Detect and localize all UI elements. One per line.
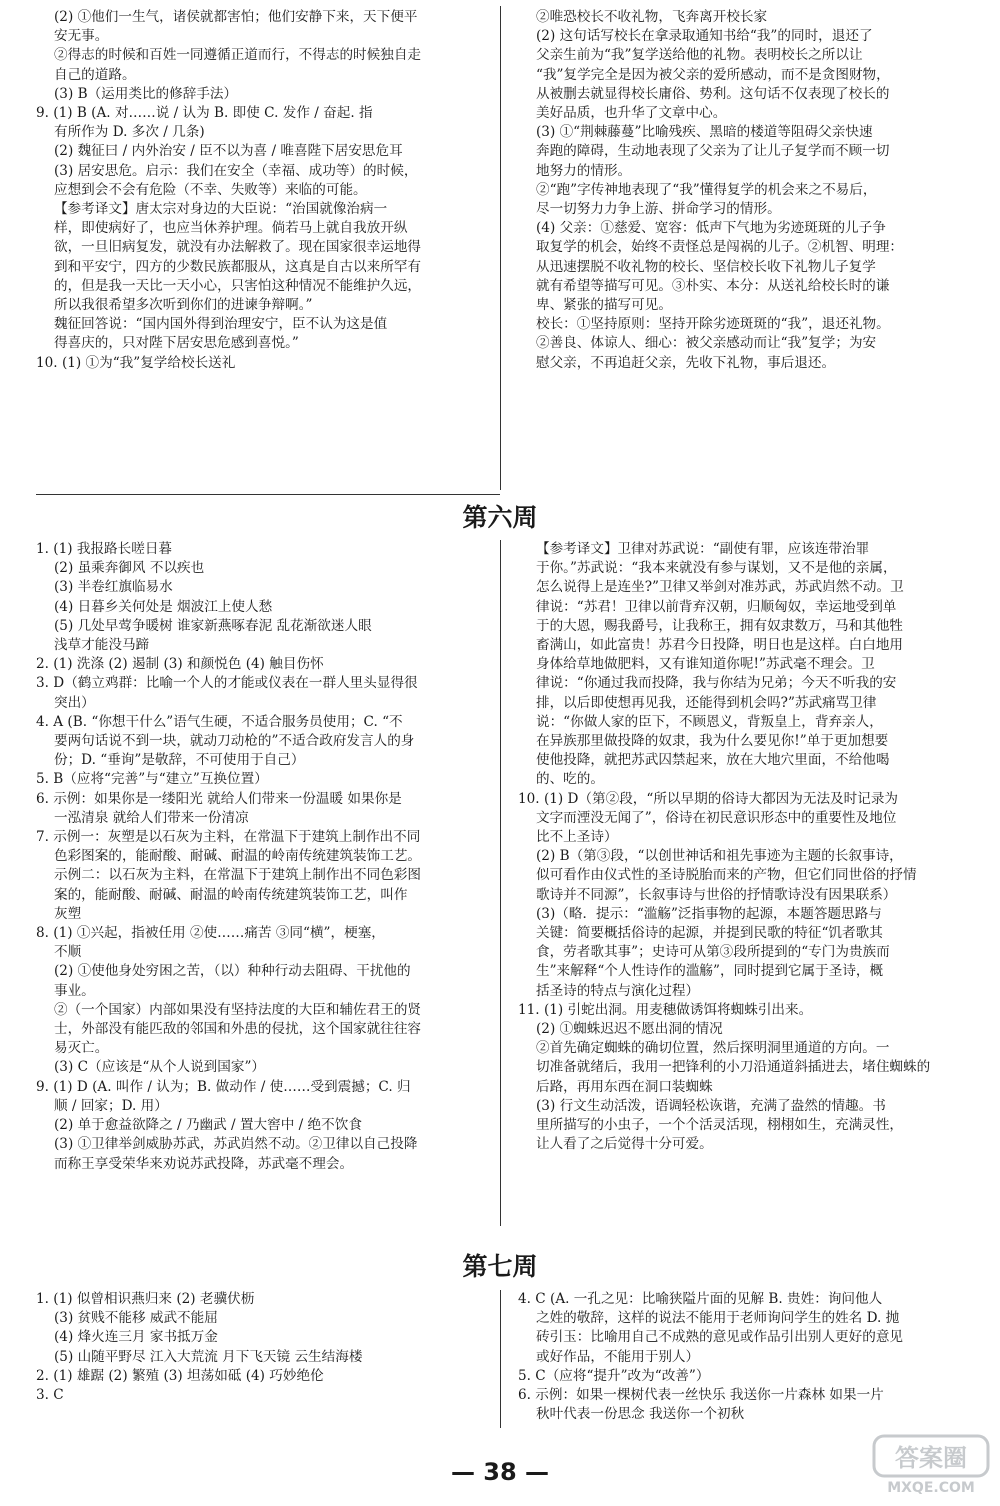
text-line: 安无事。 bbox=[54, 28, 109, 45]
text-line: 案的，能耐酸、耐碱、耐温的岭南传统建筑装饰工艺，叫作 bbox=[54, 886, 408, 903]
week6-right-column bbox=[518, 540, 978, 1155]
text-line: 怎么说得上是连坐?”卫律又举剑对准苏武，苏武岿然不动。卫 bbox=[536, 579, 904, 596]
text-line: 顺 / 回家；D. 用） bbox=[54, 1097, 168, 1114]
section-rule bbox=[36, 494, 500, 495]
text-line: (3) C（应该是“从个人说到国家”） bbox=[54, 1059, 266, 1076]
text-line: 6. 示例：如果一棵树代表一丝快乐 我送你一片森林 如果一片 bbox=[518, 1387, 884, 1404]
week5-left-column bbox=[36, 8, 492, 373]
text-line: 突出） bbox=[54, 694, 95, 711]
text-line: 1. (1) 我报路长嗟日暮 bbox=[36, 541, 173, 557]
text-line: 奔跑的障碍，生动地表现了父亲为了让儿子复学而不顾一切 bbox=[536, 143, 890, 160]
text-line: ②（一个国家）内部如果没有坚持法度的大臣和辅佐君王的贤 bbox=[54, 1001, 422, 1018]
text-line: (2) 单于愈益欲降之 / 乃幽武 / 置大窖中 / 绝不饮食 bbox=[54, 1117, 362, 1134]
text-line: (3) 行文生动活泼，语调轻松诙谐，充满了盎然的情趣。书 bbox=[536, 1097, 886, 1114]
text-line: 7. 示例一：灰塑是以石灰为主料，在常温下于建筑上制作出不同 bbox=[36, 829, 421, 846]
text-line: 切准备就绪后，我用一把锋利的小刀沿通道斜插进去，堵住蜘蛛的 bbox=[536, 1059, 931, 1076]
text-line: 4. C (A. 一孔之见：比喻狭隘片面的见解 B. 贵姓：询问他人 bbox=[518, 1291, 883, 1307]
text-line: 到和平安宁，四方的少数民族都服从，这真是自古以来所罕有 bbox=[54, 258, 422, 275]
text-line: 使他投降，就把苏武囚禁起来，放在大地穴里面，不给他喝 bbox=[536, 752, 890, 769]
text-line: 应想到会不会有危险（不幸、失败等）来临的可能。 bbox=[54, 181, 367, 198]
text-line: 生”来解释“个人性诗作的滥觞”，同时提到它属于圣诗，概 bbox=[536, 963, 884, 980]
column-divider bbox=[500, 6, 501, 490]
text-line: 10. (1) D（第②段，“所以早期的俗诗大都因为无法及时记录为 bbox=[518, 790, 899, 807]
text-line: 6. 示例：如果你是一缕阳光 就给人们带来一份温暖 如果你是 bbox=[36, 790, 402, 807]
text-line: 而称王享受荣华来劝说苏武投降，苏武毫不理会。 bbox=[54, 1155, 354, 1172]
text-line: (3) ①卫律举剑威胁苏武，苏武岿然不动。②卫律以自己投降 bbox=[54, 1136, 418, 1153]
section-heading-week6: 第六周 bbox=[462, 503, 538, 532]
text-line: 【参考译文】卫律对苏武说：“副使有罪，应该连带治罪 bbox=[536, 541, 870, 557]
text-line: 歌诗并不同源”，长叙事诗与世俗的抒情歌诗没有因果联系） bbox=[536, 886, 897, 903]
text-line: 尽一切努力力争上游、拼命学习的情形。 bbox=[536, 201, 781, 218]
text-line: 3. D（鹤立鸡群：比喻一个人的才能或仪表在一群人里头显得很 bbox=[36, 675, 418, 692]
page-number: — 38 — bbox=[450, 1458, 550, 1486]
text-line: 从被删去就显得校长庸俗、势利。这句话不仅表现了校长的 bbox=[536, 85, 890, 102]
text-line: 父亲生前为“我”复学送给他的礼物。表明校长之所以让 bbox=[536, 47, 863, 64]
text-line: 9. (1) D (A. 叫作 / 认为；B. 做动作 / 使……受到震撼；C. 归 bbox=[36, 1078, 411, 1095]
text-line: 卑、紧张的描写可见。 bbox=[536, 297, 672, 314]
text-line: 关键：简要概括俗诗的起源，并提到民歌的特征“饥者歌其 bbox=[536, 925, 883, 942]
text-line: 的、吃的。 bbox=[536, 771, 604, 788]
text-line: ②唯恐校长不收礼物，飞奔离开校长家 bbox=[536, 9, 768, 25]
text-line: 于你。”苏武说：“我本来就没有参与谋划，又不是他的亲属， bbox=[536, 560, 897, 577]
text-line: 或好作品，不能用于别人） bbox=[536, 1348, 700, 1365]
text-line: 灰塑 bbox=[54, 905, 82, 922]
text-line: 之姓的敬辞，这样的说法不能用于老师询问学生的姓名 D. 抛 bbox=[536, 1310, 900, 1327]
text-line: 文字而湮没无闻了”，俗诗在初民意识形态中的重要性及地位 bbox=[536, 809, 897, 826]
text-line: (3)（略．提示：“滥觞”泛指事物的起源，本题答题思路与 bbox=[536, 905, 882, 922]
text-line: (5) 山随平野尽 江入大荒流 月下飞天镜 云生结海楼 bbox=[54, 1348, 363, 1365]
text-line: (4) 日暮乡关何处是 烟波江上使人愁 bbox=[54, 598, 273, 615]
text-line: (2) 虽乘奔御风 不以疾也 bbox=[54, 560, 205, 577]
text-line: 在异族那里做投降的奴隶，我为什么要见你!”单于更加想要 bbox=[536, 733, 889, 750]
text-line: 后路，再用东西在洞口装蜘蛛 bbox=[536, 1078, 713, 1095]
text-line: ②善良、体谅人、细心：被父亲感动而让“我”复学；为安 bbox=[536, 335, 877, 352]
text-line: 让人看了之后觉得十分可爱。 bbox=[536, 1136, 713, 1153]
text-line: ②得志的时候和百姓一同遵循正道而行，不得志的时候独自走 bbox=[54, 47, 422, 64]
text-line: 律说：“你通过我而投降，我与你结为兄弟；今天不听我的安 bbox=[536, 675, 897, 692]
week7-right-column bbox=[518, 1290, 978, 1424]
text-line: 9. (1) B (A. 对……说 / 认为 B. 即使 C. 发作 / 奋起. 指 bbox=[36, 105, 373, 122]
text-line: 里所描写的小虫子，一个个活灵活现，栩栩如生，充满灵性， bbox=[536, 1117, 904, 1134]
text-line: 士，外部没有能匹敌的邻国和外患的侵扰，这个国家就往往容 bbox=[54, 1021, 422, 1038]
text-line: 份；D. “垂询”是敬辞，不可使用于自己） bbox=[54, 752, 305, 769]
week5-right-column bbox=[518, 8, 978, 373]
text-line: (3) 贫贱不能移 威武不能屈 bbox=[54, 1310, 218, 1327]
text-line: 从迅速摆脱不收礼物的校长、坚信校长收下礼物儿子复学 bbox=[536, 258, 876, 275]
text-line: (2) 这句话写校长在拿录取通知书给“我”的同时，退还了 bbox=[536, 28, 873, 45]
column-divider bbox=[500, 540, 501, 1226]
text-line: 括圣诗的特点与演化过程） bbox=[536, 982, 700, 999]
text-line: 砖引玉：比喻用自己不成熟的意见或作品引出别人更好的意见 bbox=[536, 1329, 904, 1346]
text-line: (2) ①他们一生气，诸侯就都害怕；他们安静下来，天下便平 bbox=[54, 9, 418, 25]
text-line: 身体给草地做肥料，又有谁知道你呢!”苏武毫不理会。卫 bbox=[536, 656, 875, 673]
text-line: “我”复学完全是因为被父亲的爱所感动，而不是贪图财物， bbox=[536, 66, 890, 83]
text-line: 色彩图案的，能耐酸、耐碱、耐温的岭南传统建筑装饰工艺。 bbox=[54, 848, 422, 865]
text-line: (3) B（运用类比的修辞手法） bbox=[54, 85, 238, 102]
week7-left-column bbox=[36, 1290, 498, 1405]
text-line: 所以我很希望多次听到你们的进谏争辩啊。” bbox=[54, 297, 313, 314]
text-line: 慰父亲，不再追赶父亲，先收下礼物，事后退还。 bbox=[536, 354, 836, 371]
text-line: 4. A (B. “你想干什么”语气生硬，不适合服务员使用；C. “不 bbox=[36, 713, 403, 730]
text-line: (3) ①“荆棘藤蔓”比喻残疾、黑暗的楼道等阻碍父亲快速 bbox=[536, 124, 873, 141]
text-line: 美好品质，也升华了文章中心。 bbox=[536, 105, 727, 122]
text-line: 排，以后即使想再见我，还能得到机会吗?”苏武痛骂卫律 bbox=[536, 694, 877, 711]
text-line: 食，劳者歌其事”；史诗可从第③段所提到的“专门为贵族而 bbox=[536, 944, 890, 961]
text-line: 样，即使病好了，也应当休养护理。倘若马上就自我放开纵 bbox=[54, 220, 408, 237]
text-line: 欲，一旦旧病复发，就没有办法解救了。现在国家很幸运地得 bbox=[54, 239, 422, 256]
text-line: 事业。 bbox=[54, 982, 95, 999]
text-line: 不顺 bbox=[54, 944, 82, 961]
week6-left-column bbox=[36, 540, 498, 1174]
text-line: 【参考译文】唐太宗对身边的大臣说：“治国就像治病一 bbox=[54, 201, 388, 218]
text-line: 要两句话说不到一块，就动刀动枪的”不适合政府发言人的身 bbox=[54, 733, 415, 750]
text-line: 浅草才能没马蹄 bbox=[54, 637, 150, 654]
watermark-logo bbox=[872, 1434, 990, 1496]
text-line: (3) 半卷红旗临易水 bbox=[54, 579, 173, 596]
text-line: (4) 烽火连三月 家书抵万金 bbox=[54, 1329, 218, 1346]
text-line: 得喜庆的，只对陛下居安思危感到喜悦。” bbox=[54, 335, 299, 352]
text-line: 于的大恩，赐我爵号，让我称王，拥有奴隶数万，马和其他牲 bbox=[536, 617, 904, 634]
text-line: 自己的道路。 bbox=[54, 66, 136, 83]
text-line: 魏征回答说：“国内国外得到治理安宁，臣不认为这是值 bbox=[54, 316, 388, 333]
text-line: 比不上圣诗） bbox=[536, 829, 618, 846]
text-line: 地努力的情形。 bbox=[536, 162, 632, 179]
text-line: ②“跑”字传神地表现了“我”懂得复学的机会来之不易后， bbox=[536, 181, 877, 198]
text-line: 5. C（应将“提升”改为“改善”） bbox=[518, 1367, 710, 1384]
text-line: (5) 几处早莺争暖树 谁家新燕啄春泥 乱花渐欲迷人眼 bbox=[54, 617, 372, 634]
column-divider bbox=[500, 1290, 501, 1428]
text-line: 有所作为 D. 多次 / 几条) bbox=[54, 124, 205, 141]
text-line: 畜满山，如此富贵！苏君今日投降，明日也是这样。白白地用 bbox=[536, 637, 904, 654]
text-line: 示例二：以石灰为主料，在常温下于建筑上制作出不同色彩图 bbox=[54, 867, 422, 884]
text-line: (4) 父亲：①慈爱、宽容：低声下气地为劣迹斑斑的儿子争 bbox=[536, 220, 886, 237]
text-line: (2) 魏征曰 / 内外治安 / 臣不以为喜 / 唯喜陛下居安思危耳 bbox=[54, 143, 403, 160]
text-line: 说：“你做人家的臣下，不顾恩义，背叛皇上，背弃亲人， bbox=[536, 713, 883, 730]
text-line: 5. B（应将“完善”与“建立”互换位置） bbox=[36, 771, 268, 788]
text-line: 2. (1) 雄踞 (2) 繁殖 (3) 坦荡如砥 (4) 巧妙绝伦 bbox=[36, 1367, 324, 1384]
text-line: 校长：①坚持原则：坚持开除劣迹斑斑的“我”，退还礼物。 bbox=[536, 316, 890, 333]
text-line: 11. (1) 引蛇出洞。用麦穗做诱饵将蜘蛛引出来。 bbox=[518, 1001, 813, 1018]
text-line: 1. (1) 似曾相识燕归来 (2) 老骥伏枥 bbox=[36, 1291, 255, 1307]
text-line: 易灭亡。 bbox=[54, 1040, 109, 1057]
text-line: 8. (1) ①兴起，指被任用 ②使……痛苦 ③同“横”，梗塞， bbox=[36, 925, 385, 942]
text-line: (2) ①使他身处穷困之苦，（以）种种行动去阻碍、干扰他的 bbox=[54, 963, 411, 980]
watermark-url: MXQE.COM bbox=[887, 1480, 975, 1496]
text-line: 的，但是我一天比一天小心，只害怕这种情况不能维护久远， bbox=[54, 277, 422, 294]
text-line: 3. C bbox=[36, 1387, 64, 1404]
text-line: 律说：“苏君！卫律以前背弃汉朝，归顺匈奴，幸运地受到单 bbox=[536, 598, 897, 615]
text-line: (3) 居安思危。启示：我们在安全（幸福、成功等）的时候， bbox=[54, 162, 418, 179]
text-line: 秋叶代表一份思念 我送你一个初秋 bbox=[536, 1406, 745, 1423]
text-line: (2) B（第③段，“以创世神话和祖先事迹为主题的长叙事诗， bbox=[536, 848, 903, 865]
watermark-logo-text: 答案圈 bbox=[895, 1444, 967, 1472]
text-line: (2) ①蜘蛛迟迟不愿出洞的情况 bbox=[536, 1021, 723, 1038]
text-line: 10. (1) ①为“我”复学给校长送礼 bbox=[36, 354, 236, 371]
text-line: 取复学的机会，始终不责怪总是闯祸的儿子。②机智、明理： bbox=[536, 239, 904, 256]
text-line: 一泓清泉 就给人们带来一份清凉 bbox=[54, 809, 249, 826]
text-line: ②首先确定蜘蛛的确切位置，然后探明洞里通道的方向。一 bbox=[536, 1040, 890, 1057]
text-line: 就有希望等描写可见。③朴实、本分：从送礼给校长时的谦 bbox=[536, 277, 890, 294]
text-line: 似可看作由仪式性的圣诗脱胎而来的产物，但它们同世俗的抒情 bbox=[536, 867, 917, 884]
section-heading-week7: 第七周 bbox=[462, 1252, 538, 1281]
text-line: 2. (1) 洗涤 (2) 遏制 (3) 和颜悦色 (4) 触目伤怀 bbox=[36, 656, 324, 673]
